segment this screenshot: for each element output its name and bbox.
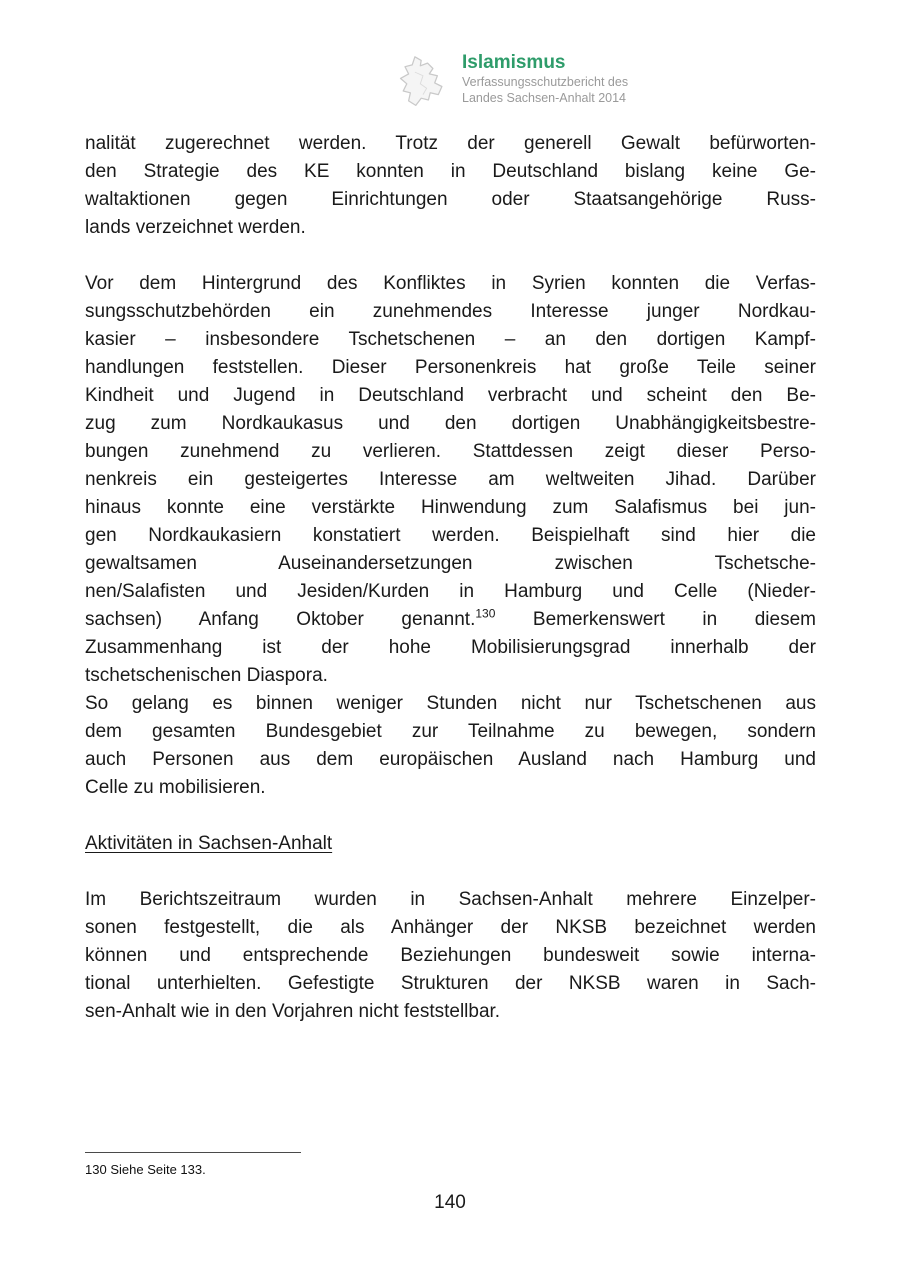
section-heading: Aktivitäten in Sachsen-Anhalt	[85, 833, 333, 854]
sachsen-anhalt-map-icon	[396, 54, 450, 110]
text-line: können und entsprechende Beziehungen bundesweit sowie interna-	[85, 945, 816, 966]
text-line: sonen festgestellt, die als Anhänger der NKSB bezeichnet werden	[85, 917, 816, 938]
text-line: Im Berichtszeitraum wurden in Sachsen-Anhalt mehrere Einzelper-	[85, 889, 816, 910]
text-line: nen/Salafisten und Jesiden/Kurden in Hamburg und Celle (Nieder-	[85, 581, 816, 602]
text-line: sungsschutzbehörden ein zunehmendes Interesse junger Nordkau-	[85, 301, 816, 322]
text-line: handlungen feststellen. Dieser Personenkreis hat große Teile seiner	[85, 357, 816, 378]
text-line: zug zum Nordkaukasus und den dortigen Unabhängigkeitsbestre-	[85, 413, 816, 434]
footnote-text	[85, 1162, 301, 1178]
text-line: nalität zugerechnet werden. Trotz der generell Gewalt befürworten-	[85, 133, 816, 154]
paragraph-gap	[85, 242, 816, 270]
text-line: den Strategie des KE konnten in Deutschland bislang keine Ge-	[85, 161, 816, 182]
document-body	[85, 130, 816, 1026]
text-line: dem gesamten Bundesgebiet zur Teilnahme zu bewegen, sondern	[85, 721, 816, 742]
text-line: kasier – insbesondere Tschetschenen – an den dortigen Kampf-	[85, 329, 816, 350]
text-line: gen Nordkaukasiern konstatiert werden. Beispielhaft sind hier die	[85, 525, 816, 546]
report-header	[396, 52, 628, 110]
text-line: sachsen) Anfang Oktober genannt.$^{130}$ Bemerkenswert in diesem	[85, 606, 816, 630]
paragraph	[85, 130, 816, 242]
report-subtitle-line2: Landes Sachsen-Anhalt 2014	[462, 91, 627, 105]
page-number: 140	[434, 1192, 466, 1213]
text-line: Kindheit und Jugend in Deutschland verbracht und scheint den Be-	[85, 385, 816, 406]
footnote-divider	[85, 1152, 301, 1153]
text-line: hinaus konnte eine verstärkte Hinwendung zum Salafismus bei jun-	[85, 497, 816, 518]
text-line: bungen zunehmend zu verlieren. Stattdessen zeigt dieser Perso-	[85, 441, 816, 462]
text-line: Vor dem Hintergrund des Konfliktes in Syrien konnten die Verfas-	[85, 273, 816, 294]
text-line: tional unterhielten. Gefestigte Strukturen der NKSB waren in Sach-	[85, 973, 816, 994]
report-header-text	[462, 52, 628, 106]
text-line: auch Personen aus dem europäischen Ausland nach Hamburg und	[85, 749, 816, 770]
footnote-number: 130	[85, 1162, 107, 1177]
report-title: Islamismus	[462, 52, 566, 73]
paragraph-gap	[85, 858, 816, 886]
paragraph-gap	[85, 802, 816, 830]
footnote	[85, 1152, 301, 1178]
paragraph	[85, 690, 816, 802]
text-line: nenkreis ein gesteigertes Interesse am weltweiten Jihad. Darüber	[85, 469, 816, 490]
text-line: sen-Anhalt wie in den Vorjahren nicht feststellbar.	[85, 1001, 501, 1022]
footnote-body: Siehe Seite 133.	[110, 1162, 206, 1177]
text-line: Celle zu mobilisieren.	[85, 777, 266, 798]
report-subtitle-line1: Verfassungsschutzbericht des	[462, 75, 629, 89]
paragraph	[85, 886, 816, 1026]
text-line: Zusammenhang ist der hohe Mobilisierungsgrad innerhalb der	[85, 637, 816, 658]
text-line: So gelang es binnen weniger Stunden nicht nur Tschetschenen aus	[85, 693, 816, 714]
footnote-reference: 130	[475, 606, 496, 621]
text-line: lands verzeichnet werden.	[85, 217, 306, 238]
text-line: waltaktionen gegen Einrichtungen oder Staatsangehörige Russ-	[85, 189, 816, 210]
paragraph	[85, 270, 816, 690]
text-line: gewaltsamen Auseinandersetzungen zwischen Tschetsche-	[85, 553, 816, 574]
text-line: tschetschenischen Diaspora.	[85, 665, 328, 686]
